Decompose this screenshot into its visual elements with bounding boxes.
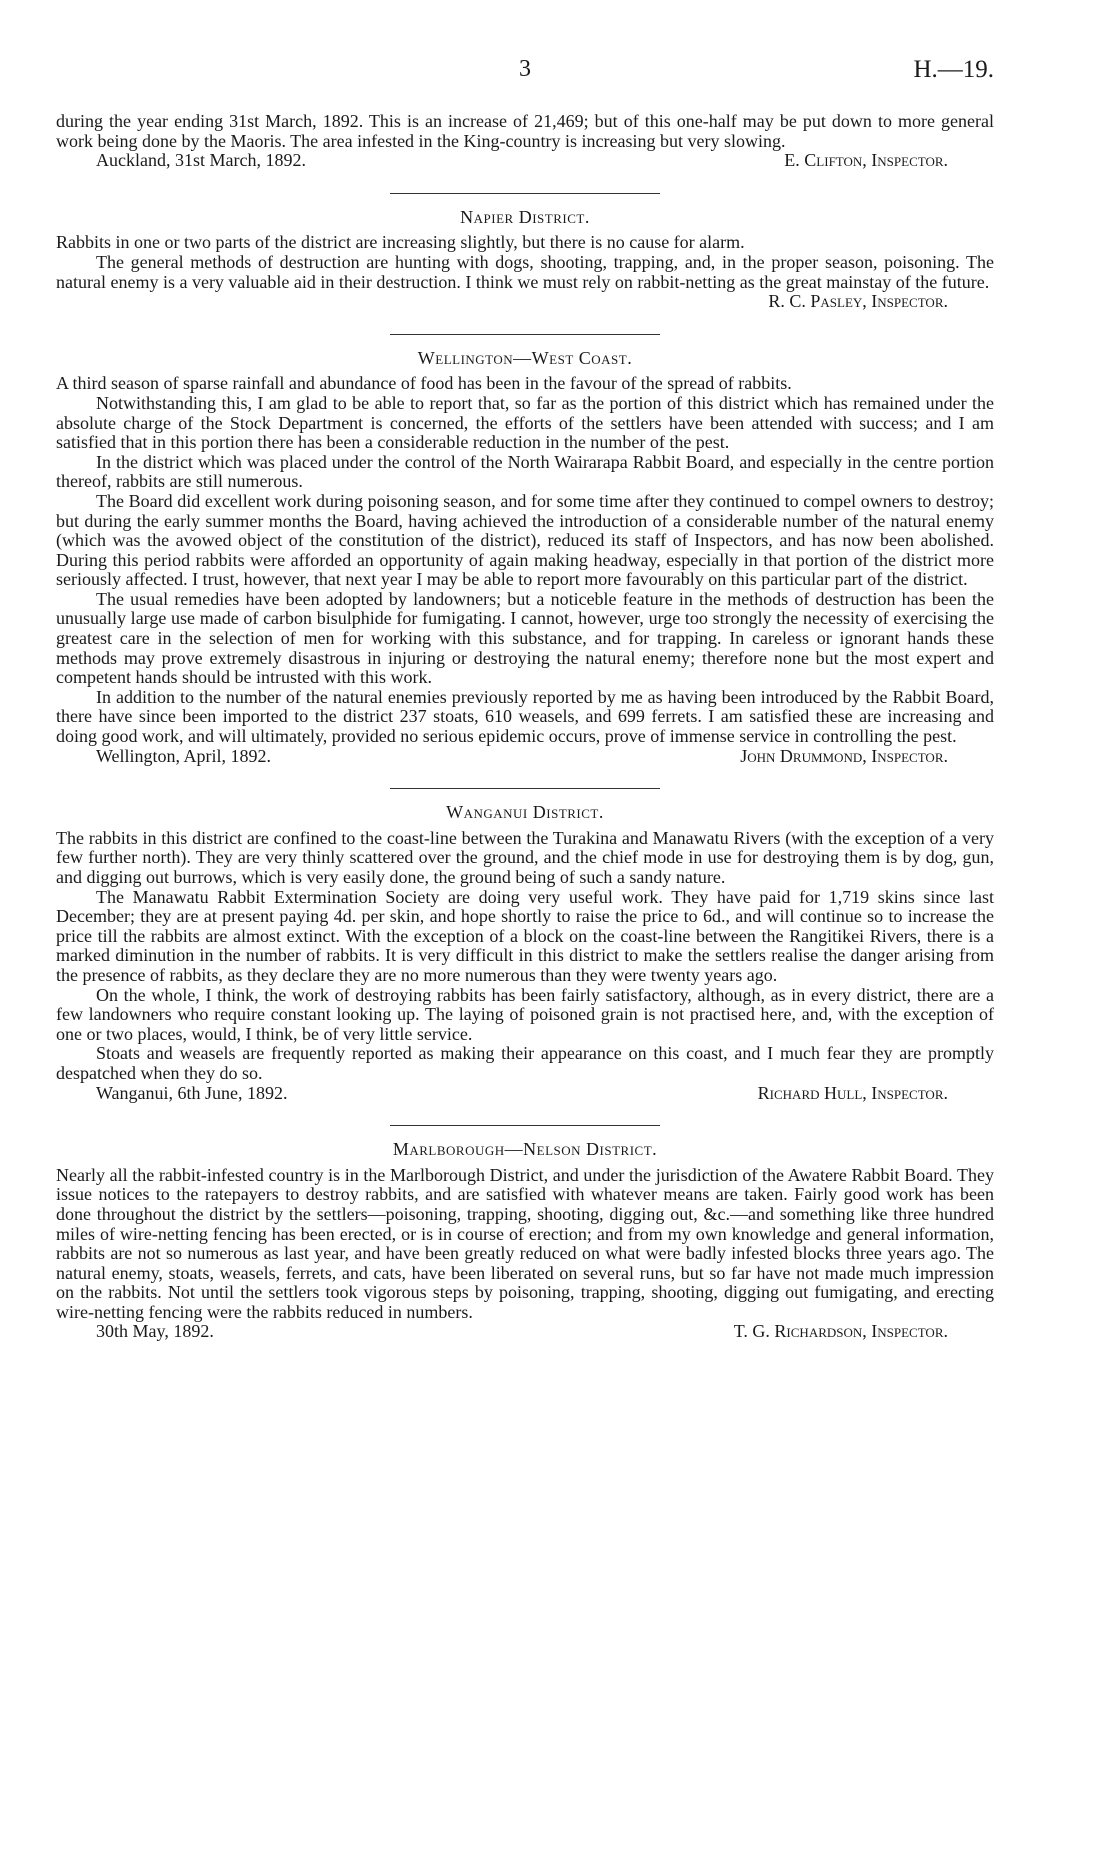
marlborough-heading: Marlborough—Nelson District. bbox=[392, 1139, 658, 1160]
page-header bbox=[56, 56, 994, 90]
wellington-paragraph: A third season of sparse rainfall and abundance of food has been in the favour of the spread of rabbits. bbox=[56, 373, 792, 394]
wanganui-place-date: Wanganui, 6th June, 1892. bbox=[96, 1082, 288, 1103]
napier-signature: R. C. Pasley, Inspector. bbox=[768, 291, 948, 312]
napier-heading: Napier District. bbox=[460, 206, 590, 227]
wellington-paragraph: In addition to the number of the natural enemies previously reported by me as having been introduced by the Rabbit Board, there have since been imported to the district 237 stoats, 610 weasels, and 699 ferrets. I am satisfied these are increasing and doing good work, and will ultimately, provided no serious epidemic occurs, prove of immense service in controlling the pest. bbox=[56, 686, 994, 747]
section-divider bbox=[390, 193, 660, 194]
wanganui-paragraph: The rabbits in this district are confined to the coast-line between the Turakina and Manawatu Rivers (with the exception of a very few further north). They are very thinly scattered over the ground, and the chief mode in use for destroying them is by dog, gun, and digging out burrows, which is very easily done, the ground being of such a sandy nature. bbox=[56, 827, 994, 887]
wanganui-heading: Wanganui District. bbox=[446, 802, 604, 823]
wellington-paragraph: The usual remedies have been adopted by landowners; but a noticeble feature in the methods of destruction has been the unusually large use made of carbon bisulphide for fumigating. I cannot, however, urge too strongly the necessity of exercising the greatest care in the selection of men for working with this substance, and for trapping. In careless or ignorant hands these methods may prove extremely disastrous in injuring or destroying the natural enemy; therefore none but the most expert and competent hands should be intrusted with this work. bbox=[56, 588, 994, 688]
wellington-signature-line bbox=[56, 747, 994, 767]
section-divider bbox=[390, 788, 660, 789]
auckland-place-date: Auckland, 31st March, 1892. bbox=[96, 150, 306, 171]
wellington-heading: Wellington—West Coast. bbox=[417, 347, 633, 368]
wellington-paragraph: The Board did excellent work during poisoning season, and for some time after they continued to compel owners to destroy; but during the early summer months the Board, having achieved the introduction of a considerable number of the natural enemy (which was the avowed object of the constitution of the district), reduced its staff of Inspectors, and has now been abolished. During this period rabbits were afforded an opportunity of again making headway, especially in that portion of the district more seriously affected. I trust, however, that next year I may be able to report more favourably on this particular part of the district. bbox=[56, 490, 994, 590]
marlborough-signature-line bbox=[56, 1322, 994, 1342]
page-number: 3 bbox=[519, 56, 531, 82]
marlborough-place-date: 30th May, 1892. bbox=[96, 1321, 214, 1342]
marlborough-signature: T. G. Richardson, Inspector. bbox=[733, 1321, 948, 1342]
document-reference: H.—19. bbox=[913, 56, 994, 83]
auckland-signature-line bbox=[56, 151, 994, 171]
auckland-signature: E. Clifton, Inspector. bbox=[784, 150, 948, 171]
section-divider bbox=[390, 1125, 660, 1126]
section-divider bbox=[390, 334, 660, 335]
wanganui-signature: Richard Hull, Inspector. bbox=[757, 1082, 948, 1103]
napier-paragraph: The general methods of destruction are hunting with dogs, shooting, trapping, and, in the proper season, poisoning. The natural enemy is a very valuable aid in their destruction. I think we must rely on rabbit-netting as the great mainstay of the future. bbox=[56, 251, 994, 292]
marlborough-paragraph: Nearly all the rabbit-infested country is in the Marlborough District, and under the jurisdiction of the Awatere Rabbit Board. They issue notices to the ratepayers to destroy rabbits, and are satisfied with whatever means are taken. Fairly good work has been done throughout the district by the settlers—poisoning, trapping, shooting, digging out, &c.—and something like three hundred miles of wire-netting fencing has been erected, or is in course of erection; and from my own knowledge and general information, rabbits are not so numerous as last year, and have been greatly reduced on what were badly infested blocks three years ago. The natural enemy, stoats, weasels, ferrets, and cats, have been liberated on several runs, but so far have not made much impression on the rabbits. Not until the settlers took vigorous steps by poisoning, trapping, shooting, digging out fumigating, and erecting wire-netting fencing were the rabbits reduced in numbers. bbox=[56, 1164, 994, 1322]
wanganui-signature-line bbox=[56, 1084, 994, 1104]
wanganui-paragraph: Stoats and weasels are frequently reported as making their appearance on this coast, and I much fear they are promptly despatched when they do so. bbox=[56, 1043, 994, 1083]
napier-paragraph: Rabbits in one or two parts of the district are increasing slightly, but there is no cause for alarm. bbox=[56, 232, 745, 253]
wellington-paragraph: In the district which was placed under the control of the North Wairarapa Rabbit Board, and especially in the centre portion thereof, rabbits are still numerous. bbox=[56, 451, 994, 492]
wellington-place-date: Wellington, April, 1892. bbox=[96, 745, 272, 766]
wanganui-paragraph: The Manawatu Rabbit Extermination Society are doing very useful work. They have paid for 1,719 skins since last December; they are at present paying 4d. per skin, and hope shortly to raise the price to 6d., and will continue so to increase the price till the rabbits are almost extinct. With the exception of a block on the coast-line between the Rangitikei Rivers, there is a marked diminution in the number of rabbits. It is very difficult in this district to make the settlers realise the danger arising from the presence of rabbits, as they declare they are no more numerous than they were twenty years ago. bbox=[56, 886, 994, 985]
auckland-paragraph: during the year ending 31st March, 1892. This is an increase of 21,469; but of this one-half may be put down to more general work being done by the Maoris. The area infested in the King-country is increasing but very slowing. bbox=[56, 111, 994, 151]
wellington-paragraph: Notwithstanding this, I am glad to be able to report that, so far as the portion of this district which has remained under the absolute charge of the Stock Department is concerned, the efforts of the settlers have been attended with success; and I am satisfied that in this portion there has been a considerable reduction in the number of the pest. bbox=[56, 392, 994, 453]
report-body bbox=[56, 112, 994, 1342]
napier-signature-line bbox=[56, 292, 994, 312]
wellington-signature: John Drummond, Inspector. bbox=[740, 745, 948, 766]
wanganui-paragraph: On the whole, I think, the work of destroying rabbits has been fairly satisfactory, although, as in every district, there are a few landowners who require constant looking up. The laying of poisoned grain is not practised here, and, with the exception of one or two places, would, I think, be of very little service. bbox=[56, 984, 994, 1044]
